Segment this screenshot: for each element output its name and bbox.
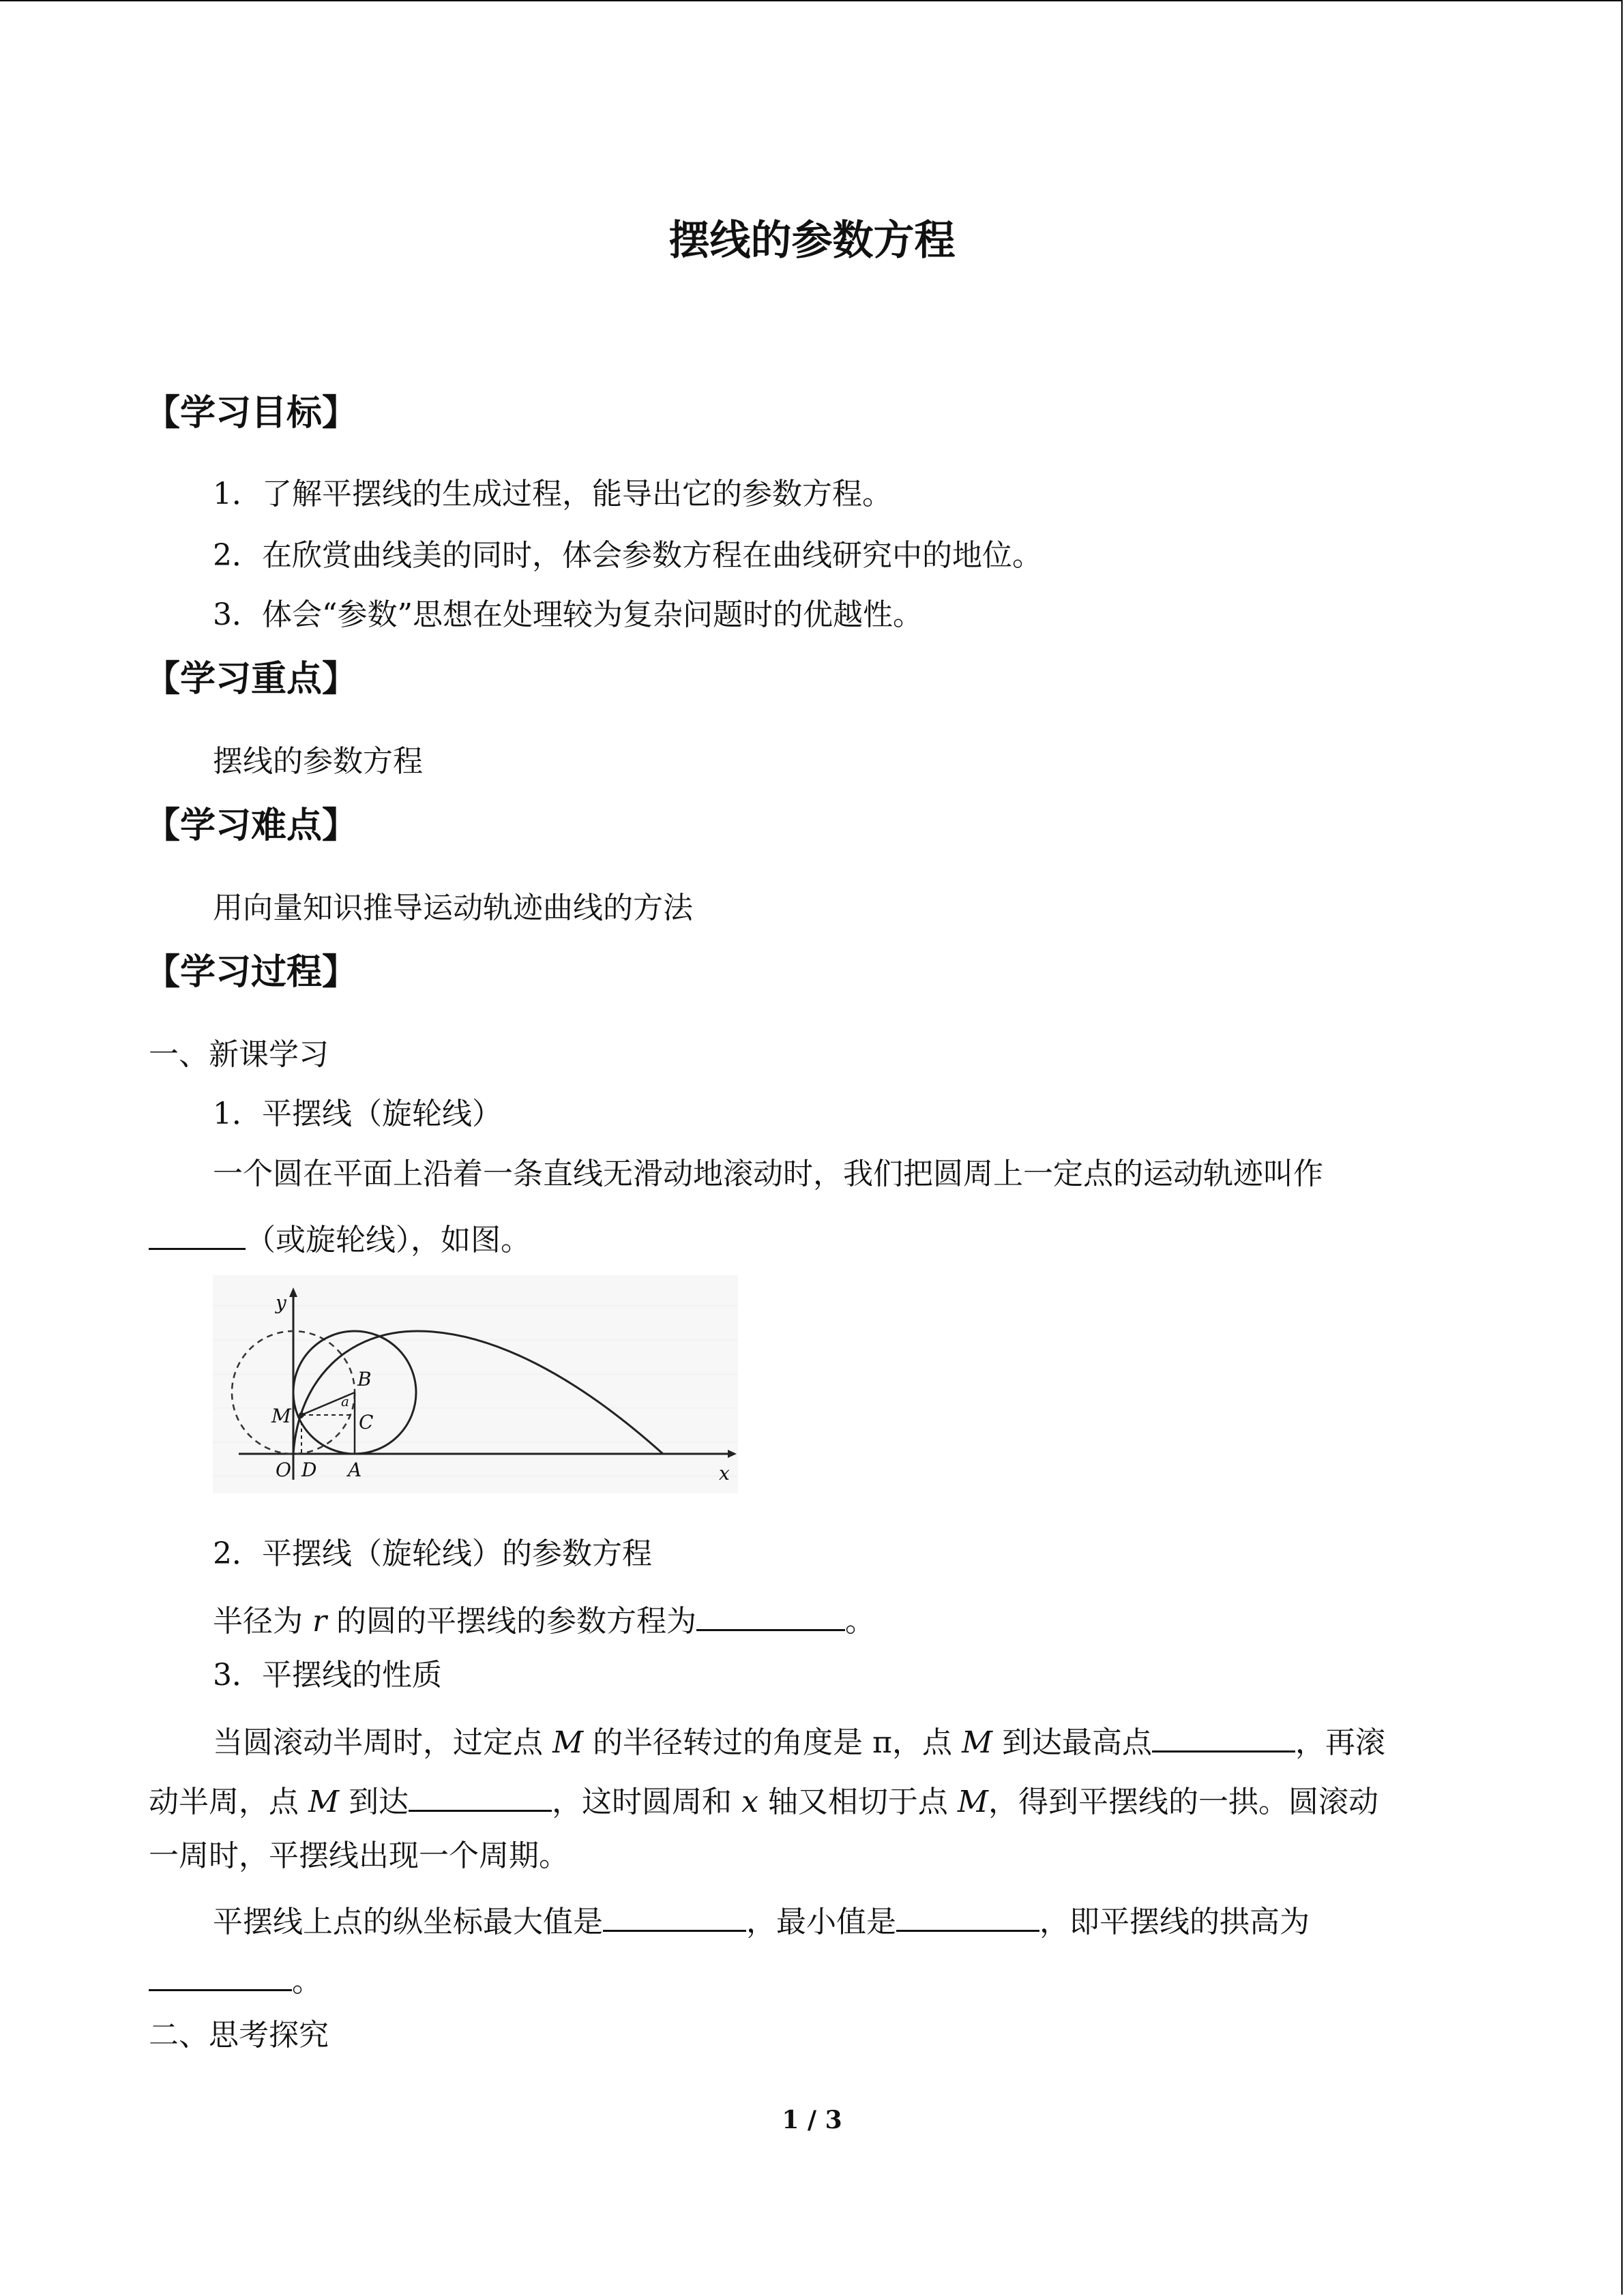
heading-key-points: 【学习重点】: [145, 659, 358, 700]
s3-line5: 。: [149, 1960, 322, 1997]
s1-title: 1．平摆线（旋轮线）: [213, 1097, 502, 1131]
heading-difficult-points: 【学习难点】: [145, 805, 358, 846]
s2-line: 半径为 r 的圆的平摆线的参数方程为 。: [213, 1600, 875, 1637]
label-b: B: [357, 1368, 372, 1390]
label-angle-a: a: [341, 1393, 349, 1410]
heading-goals: 【学习目标】: [145, 393, 358, 434]
s1-line2: （或旋轮线），如图。: [149, 1219, 531, 1255]
answer-blank[interactable]: [149, 1219, 246, 1250]
s3-title: 3．平摆线的性质: [213, 1658, 442, 1693]
s3-line2: 动半周，点 M 到达 ，这时圆周和 x 轴又相切于点 M，得到平摆线的一拱。圆滚动: [149, 1781, 1378, 1817]
label-y: y: [276, 1292, 286, 1314]
label-m: M: [271, 1405, 291, 1427]
heading-process: 【学习过程】: [145, 952, 358, 993]
answer-blank[interactable]: [149, 1960, 292, 1991]
label-x: x: [719, 1462, 730, 1485]
difficult-points-text: 用向量知识推导运动轨迹曲线的方法: [213, 891, 693, 925]
key-points-text: 摆线的参数方程: [213, 744, 423, 779]
answer-blank[interactable]: [696, 1600, 845, 1631]
s1-line1: 一个圆在平面上沿着一条直线无滑动地滚动时，我们把圆周上一定点的运动轨迹叫作: [213, 1157, 1323, 1191]
answer-blank[interactable]: [1152, 1722, 1295, 1753]
goal-item-2: 2．在欣赏曲线美的同时，体会参数方程在曲线研究中的地位。: [213, 538, 1042, 573]
s3-line1: 当圆滚动半周时，过定点 M 的半径转过的角度是 π，点 M 到达最高点 ，再滚: [213, 1722, 1385, 1758]
s3-line3: 一周时，平摆线出现一个周期。: [149, 1838, 569, 1873]
part1-heading: 一、新课学习: [149, 1037, 329, 1072]
cycloid-figure: [213, 1275, 738, 1493]
s2-title: 2．平摆线（旋轮线）的参数方程: [213, 1536, 652, 1571]
page-number: 1 / 3: [782, 2106, 842, 2134]
point-m-dot: [299, 1412, 304, 1418]
answer-blank[interactable]: [409, 1781, 552, 1812]
figure-background: [213, 1275, 738, 1493]
answer-blank[interactable]: [896, 1901, 1039, 1932]
page-title: 摆线的参数方程: [668, 217, 956, 265]
label-o: O: [276, 1459, 291, 1481]
label-a: A: [348, 1459, 362, 1481]
goal-item-1: 1．了解平摆线的生成过程，能导出它的参数方程。: [213, 477, 892, 511]
s3-line4: 平摆线上点的纵坐标最大值是 ，最小值是 ，即平摆线的拱高为: [213, 1901, 1310, 1937]
answer-blank[interactable]: [603, 1901, 746, 1932]
label-d: D: [301, 1459, 317, 1481]
label-c: C: [359, 1411, 374, 1433]
part2-heading: 二、思考探究: [149, 2018, 329, 2053]
goal-item-3: 3．体会“参数”思想在处理较为复杂问题时的优越性。: [213, 597, 923, 632]
